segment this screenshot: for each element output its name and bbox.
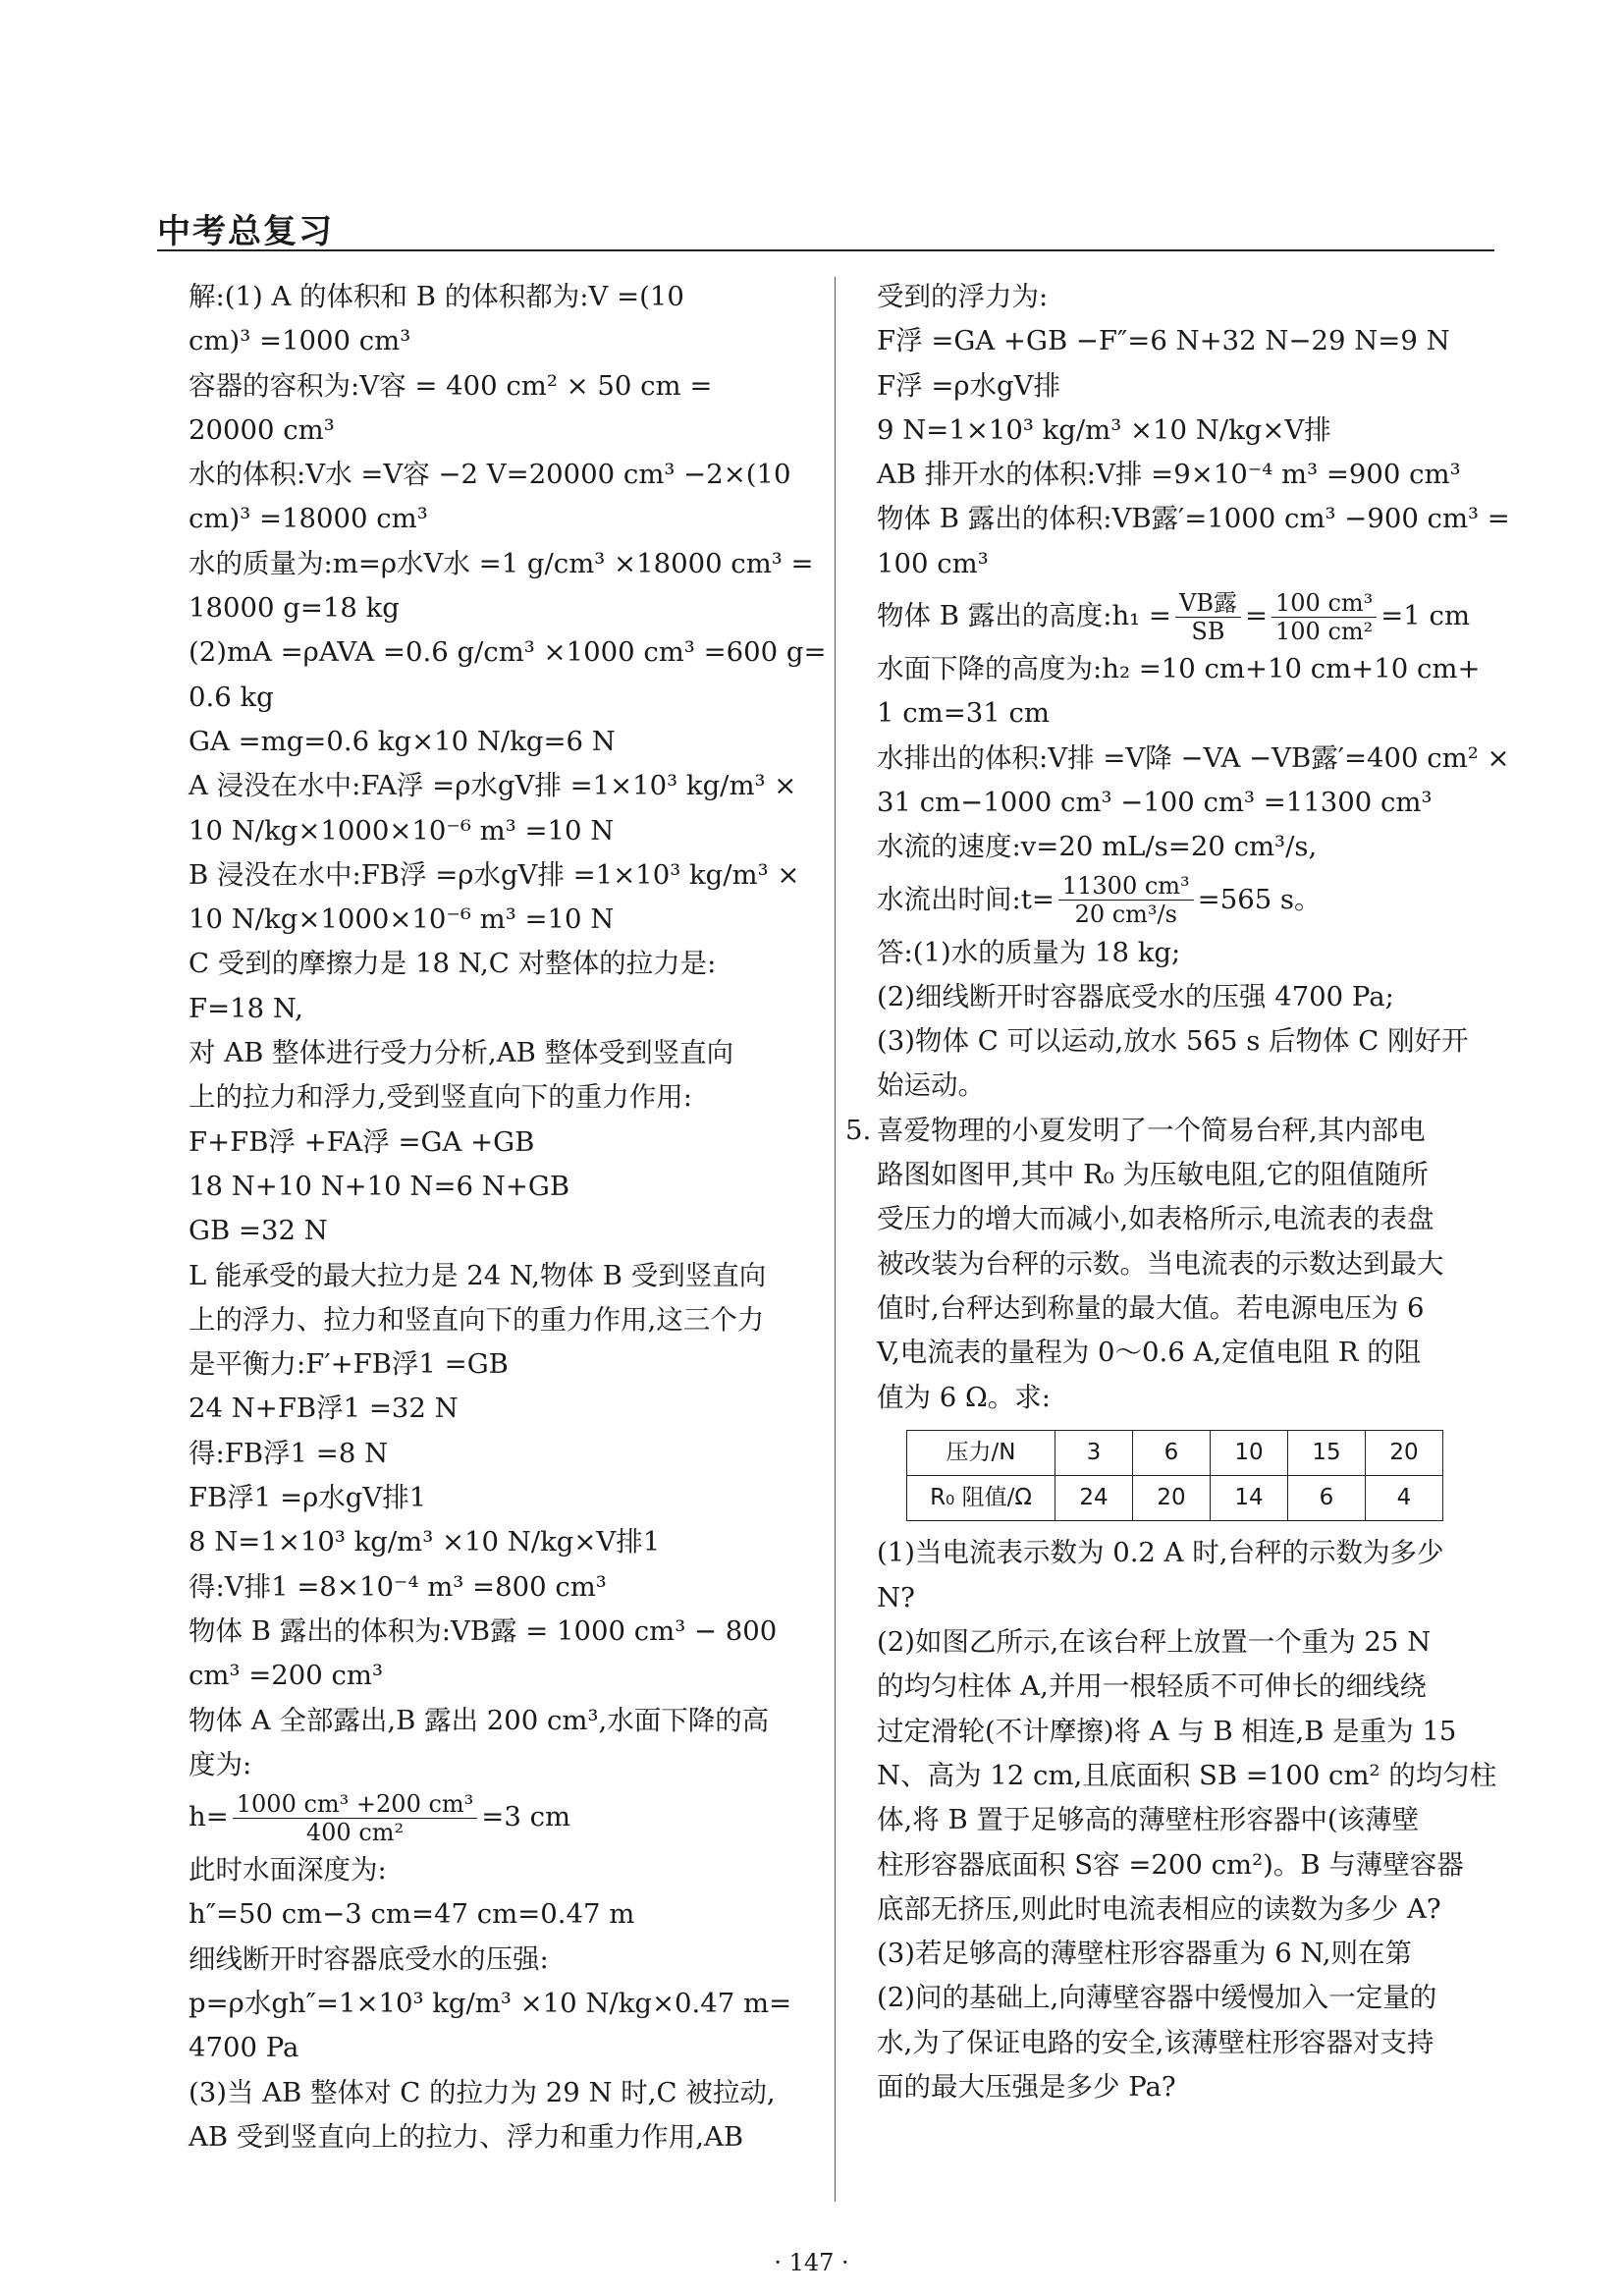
text-line: 值时,台秤达到称量的最大值。若电源电压为 6 <box>877 1291 1425 1324</box>
fraction-prefix: 水流出时间:t= <box>877 883 1055 915</box>
table-cell: R₀ 阻值/Ω <box>907 1476 1055 1521</box>
left-column <box>189 275 827 2159</box>
text-line: 4700 Pa <box>189 2032 299 2064</box>
text-line: N、高为 12 cm,且底面积 SB =100 cm² 的均匀柱 <box>877 1759 1497 1791</box>
text-line: 路图如图甲,其中 R₀ 为压敏电阻,它的阻值随所 <box>877 1159 1429 1191</box>
text-line: 答:(1)水的质量为 18 kg; <box>877 936 1181 968</box>
text-line: A 浸没在水中:FA浮 =ρ水gV排 =1×10³ kg/m³ × <box>189 770 797 802</box>
text-line: (3)若足够高的薄壁柱形容器重为 6 N,则在第 <box>877 1938 1412 1970</box>
question-5 <box>845 1109 1497 2110</box>
fraction-prefix: 物体 B 露出的高度:h₁ = <box>877 600 1171 632</box>
text-line: 的均匀柱体 A,并用一根轻质不可伸长的细线绕 <box>877 1670 1427 1703</box>
fraction-suffix: =565 s。 <box>1197 883 1322 915</box>
solution-lines <box>189 275 827 1787</box>
column-divider <box>835 277 836 2202</box>
page-header-title: 中考总复习 <box>157 212 334 251</box>
question-number: 5. <box>845 1114 872 1146</box>
table-cell: 10 <box>1211 1430 1288 1475</box>
text-line: F+FB浮 +FA浮 =GA +GB <box>189 1125 535 1158</box>
text-line: FB浮1 =ρ水gV排1 <box>189 1482 427 1514</box>
text-line: (2)mA =ρAVA =0.6 g/cm³ ×1000 cm³ =600 g= <box>189 636 827 669</box>
fraction-denominator: 400 cm² <box>305 1818 405 1846</box>
flow-time-line <box>877 870 1488 931</box>
text-line: AB 排开水的体积:V排 =9×10⁻⁴ m³ =900 cm³ <box>877 459 1461 491</box>
table-cell: 14 <box>1211 1476 1288 1521</box>
text-line: 面的最大压强是多少 Pa? <box>877 2070 1176 2103</box>
text-line: B 浸没在水中:FB浮 =ρ水gV排 =1×10³ kg/m³ × <box>189 858 800 891</box>
text-line: F=18 N, <box>189 992 303 1024</box>
equals-sign: = <box>1244 600 1268 632</box>
table-cell: 20 <box>1133 1476 1211 1521</box>
text-line: cm)³ =1000 cm³ <box>189 325 411 357</box>
solution-lines-continued <box>877 275 1510 586</box>
text-line: 31 cm−1000 cm³ −100 cm³ =11300 cm³ <box>877 786 1433 818</box>
text-line: 水,为了保证电路的安全,该薄壁柱形容器对支持 <box>877 2026 1434 2058</box>
text-line: 解:(1) A 的体积和 B 的体积都为:V =(10 <box>189 281 684 312</box>
table-cell: 20 <box>1366 1430 1443 1475</box>
text-line: 细线断开时容器底受水的压强: <box>189 1942 549 1975</box>
text-line: 物体 A 全部露出,B 露出 200 cm³,水面下降的高 <box>189 1704 770 1736</box>
text-line: GB =32 N <box>189 1215 328 1247</box>
text-line: 9 N=1×10³ kg/m³ ×10 N/kg×V排 <box>877 413 1331 446</box>
text-line: F浮 =ρ水gV排 <box>877 369 1060 402</box>
text-line: 水的质量为:m=ρ水V水 =1 g/cm³ ×18000 cm³ = <box>189 547 814 579</box>
text-line: 20000 cm³ <box>189 413 335 446</box>
text-line: 对 AB 整体进行受力分析,AB 整体受到竖直向 <box>189 1037 734 1069</box>
fraction-denominator: 100 cm² <box>1275 617 1374 645</box>
text-line: (3)当 AB 整体对 C 的拉力为 29 N 时,C 被拉动, <box>189 2076 776 2108</box>
text-line: 水流的速度:v=20 mL/s=20 cm³/s, <box>877 831 1318 863</box>
text-line: 底部无挤压,则此时电流表相应的读数为多少 A? <box>877 1892 1441 1925</box>
text-line: (3)物体 C 可以运动,放水 565 s 后物体 C 刚好开 <box>877 1025 1469 1058</box>
text-line: cm³ =200 cm³ <box>189 1660 384 1692</box>
text-line: 18 N+10 N+10 N=6 N+GB <box>189 1170 570 1202</box>
question-5-subquestions <box>877 1531 1497 2109</box>
text-line: 受压力的增大而减小,如表格所示,电流表的表盘 <box>877 1203 1434 1235</box>
table-cell: 24 <box>1055 1476 1133 1521</box>
text-line: 被改装为台秤的示数。当电流表的示数达到最大 <box>877 1247 1444 1280</box>
text-line: (1)当电流表示数为 0.2 A 时,台秤的示数为多少 <box>877 1537 1444 1569</box>
text-line: 10 N/kg×1000×10⁻⁶ m³ =10 N <box>189 814 615 847</box>
table-cell: 6 <box>1133 1430 1211 1475</box>
fraction-suffix: =1 cm <box>1380 600 1471 632</box>
text-line: 柱形容器底面积 S容 =200 cm²)。B 与薄壁容器 <box>877 1848 1464 1881</box>
text-line: 度为: <box>189 1748 252 1780</box>
text-line: h″=50 cm−3 cm=47 cm=0.47 m <box>189 1898 635 1931</box>
table-cell: 压力/N <box>907 1430 1055 1475</box>
text-line: 0.6 kg <box>189 681 274 713</box>
text-line: 上的拉力和浮力,受到竖直向下的重力作用: <box>189 1081 693 1114</box>
text-line: 过定滑轮(不计摩擦)将 A 与 B 相连,B 是重为 15 <box>877 1715 1457 1747</box>
fraction <box>233 1790 478 1846</box>
fraction <box>1058 872 1194 928</box>
answer-lines <box>877 931 1488 1109</box>
text-line: 24 N+FB浮1 =32 N <box>189 1393 459 1425</box>
text-line: 水的体积:V水 =V容 −2 V=20000 cm³ −2×(10 <box>189 459 791 491</box>
text-line: 得:V排1 =8×10⁻⁴ m³ =800 cm³ <box>189 1570 607 1603</box>
fraction-numerator: 1000 cm³ +200 cm³ <box>233 1790 478 1819</box>
table-cell: 3 <box>1055 1430 1133 1475</box>
text-line: N? <box>877 1581 915 1613</box>
table-row <box>907 1430 1443 1475</box>
fraction-denominator: SB <box>1191 617 1225 645</box>
text-line: 物体 B 露出的体积:VB露′=1000 cm³ −900 cm³ = <box>877 503 1510 535</box>
text-line: 得:FB浮1 =8 N <box>189 1437 389 1469</box>
text-line: 8 N=1×10³ kg/m³ ×10 N/kg×V排1 <box>189 1526 661 1558</box>
right-column <box>845 275 1510 2109</box>
solution-lines-continued-2 <box>877 647 1510 869</box>
text-line: 受到的浮力为: <box>877 281 1049 312</box>
text-line: AB 受到竖直向上的拉力、浮力和重力作用,AB <box>189 2120 744 2153</box>
table-cell: 15 <box>1288 1430 1366 1475</box>
question-text: 喜爱物理的小夏发明了一个简易台秤,其内部电 <box>877 1114 1426 1146</box>
question-5-stem <box>845 1109 1488 1420</box>
fraction-numerator: VB露 <box>1175 589 1241 618</box>
text-line: L 能承受的最大拉力是 24 N,物体 B 受到竖直向 <box>189 1259 767 1291</box>
text-line: 物体 B 露出的体积为:VB露 = 1000 cm³ − 800 <box>189 1614 778 1647</box>
text-line: 值为 6 Ω。求: <box>877 1381 1052 1413</box>
solution-lines-tail <box>189 1848 797 2159</box>
text-line <box>845 1109 1488 1153</box>
text-line: (2)如图乙所示,在该台秤上放置一个重为 25 N <box>877 1626 1432 1659</box>
text-line: p=ρ水gh″=1×10³ kg/m³ ×10 N/kg×0.47 m= <box>189 1987 792 2019</box>
text-line: GA =mg=0.6 kg×10 N/kg=6 N <box>189 725 616 757</box>
pressure-resistance-table <box>906 1430 1443 1522</box>
exposed-height-line <box>877 586 1488 647</box>
text-line: 水面下降的高度为:h₂ =10 cm+10 cm+10 cm+ <box>877 653 1481 685</box>
height-fraction-line <box>189 1787 797 1848</box>
fraction-suffix: =3 cm <box>481 1801 571 1833</box>
text-line: C 受到的摩擦力是 18 N,C 对整体的拉力是: <box>189 948 717 980</box>
fraction-numerator: 100 cm³ <box>1271 589 1377 618</box>
text-line: 是平衡力:F′+FB浮1 =GB <box>189 1348 509 1381</box>
text-line: V,电流表的量程为 0～0.6 A,定值电阻 R 的阻 <box>877 1337 1422 1369</box>
text-line: 水排出的体积:V排 =V降 −VA −VB露′=400 cm² × <box>877 741 1510 774</box>
text-line: cm)³ =18000 cm³ <box>189 503 428 535</box>
fraction-prefix: h= <box>189 1801 229 1833</box>
text-line: F浮 =GA +GB −F″=6 N+32 N−29 N=9 N <box>877 325 1450 357</box>
text-line: 此时水面深度为: <box>189 1854 387 1886</box>
text-line: (2)问的基础上,向薄壁容器中缓慢加入一定量的 <box>877 1982 1437 2014</box>
table-cell: 6 <box>1288 1476 1366 1521</box>
text-line: 容器的容积为:V容 = 400 cm² × 50 cm = <box>189 369 713 402</box>
text-line: 100 cm³ <box>877 547 989 579</box>
text-line: 10 N/kg×1000×10⁻⁶ m³ =10 N <box>189 903 615 936</box>
text-line: 体,将 B 置于足够高的薄壁柱形容器中(该薄壁 <box>877 1804 1420 1836</box>
fraction-denominator: 20 cm³/s <box>1074 901 1177 929</box>
table-cell: 4 <box>1366 1476 1443 1521</box>
page-number: · 147 · <box>774 2249 849 2276</box>
text-line: 始运动。 <box>877 1069 985 1102</box>
text-line: 18000 g=18 kg <box>189 592 400 625</box>
table-row <box>907 1476 1443 1521</box>
header-rule <box>157 249 1494 251</box>
text-line: 1 cm=31 cm <box>877 697 1050 730</box>
fraction-2 <box>1271 589 1377 645</box>
text-line: (2)细线断开时容器底受水的压强 4700 Pa; <box>877 980 1394 1012</box>
fraction-numerator: 11300 cm³ <box>1058 872 1194 901</box>
fraction-1 <box>1175 589 1241 645</box>
text-line: 上的浮力、拉力和竖直向下的重力作用,这三个力 <box>189 1303 765 1336</box>
